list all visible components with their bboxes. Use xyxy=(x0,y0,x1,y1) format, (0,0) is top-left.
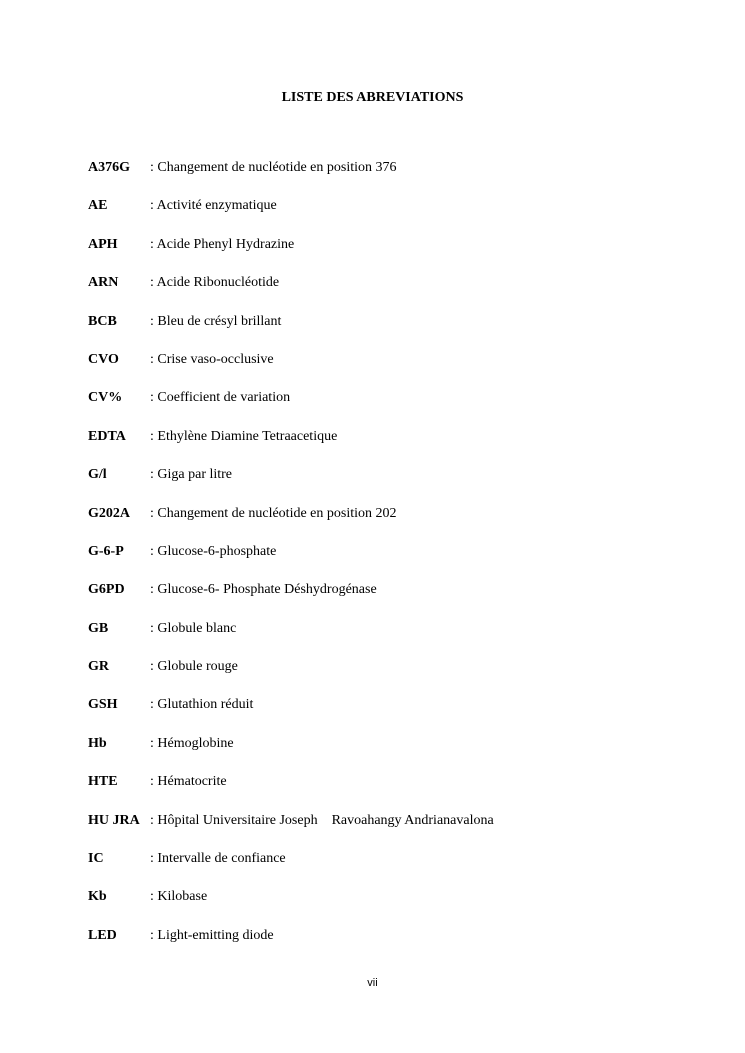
abbreviation-definition: : Activité enzymatique xyxy=(150,198,277,214)
abbreviation-row xyxy=(88,581,494,619)
abbreviation-code: G202A xyxy=(88,505,130,521)
abbreviation-row xyxy=(88,428,494,466)
abbreviation-row xyxy=(88,543,494,581)
abbreviation-definition: : Hôpital Universitaire Joseph Ravoahangy Andrianavalona xyxy=(150,812,494,828)
abbreviation-code: LED xyxy=(88,927,117,943)
abbreviation-row xyxy=(88,620,494,658)
abbreviation-code: CVO xyxy=(88,351,119,367)
abbreviation-code: G-6-P xyxy=(88,543,124,559)
abbreviation-code: A376G xyxy=(88,160,130,175)
abbreviation-code: Hb xyxy=(88,735,107,751)
abbreviation-definition: : Changement de nucléotide en position 202 xyxy=(150,505,397,521)
abbreviation-code: CV% xyxy=(88,390,123,406)
abbreviation-row xyxy=(88,927,494,965)
abbreviation-row xyxy=(88,159,494,197)
abbreviation-row xyxy=(88,812,494,850)
abbreviation-list xyxy=(88,159,494,965)
abbreviation-row xyxy=(88,236,494,274)
abbreviation-definition: : Light-emitting diode xyxy=(150,927,274,943)
abbreviation-row xyxy=(88,505,494,543)
abbreviation-definition: : Glutathion réduit xyxy=(150,697,254,713)
abbreviation-code: GR xyxy=(88,659,109,675)
abbreviation-row xyxy=(88,466,494,504)
abbreviation-definition: : Globule blanc xyxy=(150,620,237,636)
abbreviation-row xyxy=(88,197,494,235)
abbreviation-code: GSH xyxy=(88,697,118,713)
abbreviation-code: G6PD xyxy=(88,582,125,598)
abbreviation-definition: : Kilobase xyxy=(150,889,208,905)
abbreviation-code: APH xyxy=(88,236,118,252)
page-number: vii xyxy=(367,977,378,989)
abbreviation-row xyxy=(88,389,494,427)
abbreviation-definition: : Hémoglobine xyxy=(150,735,234,751)
abbreviation-row xyxy=(88,658,494,696)
abbreviation-code: G/l xyxy=(88,467,107,483)
abbreviation-definition: : Glucose-6-phosphate xyxy=(150,543,277,559)
abbreviation-row xyxy=(88,696,494,734)
abbreviation-definition: : Hématocrite xyxy=(150,774,227,790)
abbreviation-definition: : Ethylène Diamine Tetraacetique xyxy=(150,428,338,444)
abbreviation-code: HTE xyxy=(88,774,118,790)
abbreviation-definition: : Globule rouge xyxy=(150,659,238,675)
abbreviation-row xyxy=(88,351,494,389)
abbreviation-definition: : Glucose-6- Phosphate Déshydrogénase xyxy=(150,582,377,598)
page-title: LISTE DES ABREVIATIONS xyxy=(281,90,464,105)
abbreviation-row xyxy=(88,773,494,811)
abbreviation-definition: : Acide Ribonucléotide xyxy=(150,275,280,291)
abbreviation-row xyxy=(88,313,494,351)
abbreviation-definition: : Intervalle de confiance xyxy=(150,851,286,867)
abbreviation-definition: : Bleu de crésyl brillant xyxy=(150,313,282,329)
abbreviation-definition: : Changement de nucléotide en position 376 xyxy=(150,160,397,175)
abbreviation-definition: : Crise vaso-occlusive xyxy=(150,351,274,367)
abbreviation-code: BCB xyxy=(88,313,117,329)
abbreviation-row xyxy=(88,850,494,888)
abbreviation-code: ARN xyxy=(88,275,119,291)
abbreviation-definition: : Giga par litre xyxy=(150,467,233,483)
abbreviation-code: IC xyxy=(88,851,104,867)
abbreviation-row xyxy=(88,274,494,312)
abbreviation-definition: : Coefficient de variation xyxy=(150,390,291,406)
abbreviation-code: Kb xyxy=(88,889,107,905)
abbreviation-definition: : Acide Phenyl Hydrazine xyxy=(150,236,295,252)
abbreviation-code: AE xyxy=(88,198,108,214)
abbreviation-code: EDTA xyxy=(88,428,126,444)
abbreviation-row xyxy=(88,888,494,926)
abbreviation-code: HU JRA xyxy=(88,812,140,828)
abbreviation-row xyxy=(88,735,494,773)
abbreviation-code: GB xyxy=(88,620,109,636)
